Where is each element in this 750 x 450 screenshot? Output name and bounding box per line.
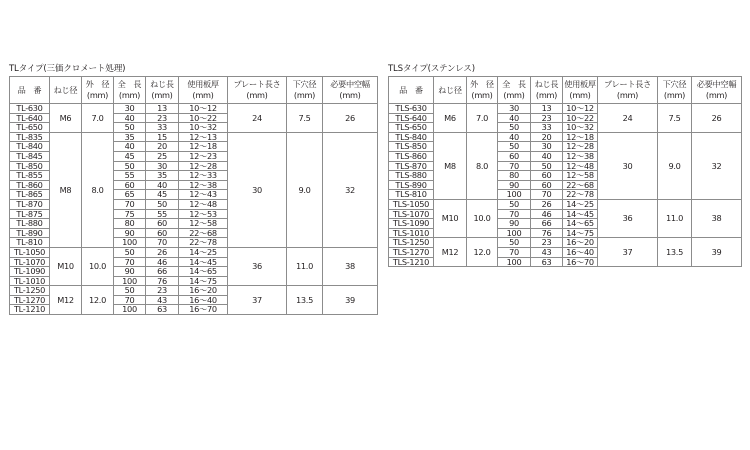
- cell-plate-thickness: 12〜58: [179, 219, 228, 229]
- table-row: [389, 199, 742, 209]
- header-label: 全 長: [117, 79, 142, 89]
- cell-plate-thickness: 12〜28: [563, 142, 598, 152]
- cell-total-length: 75: [114, 209, 146, 219]
- column-header-thread-length: [531, 77, 563, 104]
- header-label: 外 径: [470, 79, 494, 89]
- cell-total-length: 60: [498, 151, 531, 161]
- cell-thread-size: M12: [434, 238, 467, 267]
- cell-total-length: 70: [114, 295, 146, 305]
- cell-plate-thickness: 14〜45: [179, 257, 228, 267]
- cell-part-number: TLS-810: [389, 190, 434, 200]
- cell-thread-length: 55: [146, 209, 179, 219]
- cell-pilot-hole: 13.5: [658, 238, 692, 267]
- cell-part-number: TL-845: [10, 151, 50, 161]
- cell-hollow-width: 39: [323, 286, 378, 315]
- cell-total-length: 70: [498, 161, 531, 171]
- cell-plate-thickness: 10〜32: [563, 123, 598, 133]
- column-header-plate-length: [228, 77, 287, 104]
- cell-part-number: TLS-630: [389, 104, 434, 114]
- cell-pilot-hole: 11.0: [287, 247, 323, 285]
- column-header-part-number: [389, 77, 434, 104]
- cell-part-number: TL-1010: [10, 276, 50, 286]
- cell-plate-length: 36: [598, 199, 658, 237]
- cell-total-length: 40: [114, 113, 146, 123]
- cell-thread-length: 23: [531, 238, 563, 248]
- cell-thread-length: 50: [146, 199, 179, 209]
- cell-plate-thickness: 12〜18: [563, 132, 598, 142]
- tl-table-caption: TLタイプ(三価クロメート処理): [9, 64, 126, 74]
- cell-pilot-hole: 11.0: [658, 199, 692, 237]
- cell-plate-thickness: 12〜38: [563, 151, 598, 161]
- cell-plate-thickness: 10〜22: [179, 113, 228, 123]
- header-label: 品 番: [399, 84, 423, 95]
- cell-part-number: TLS-640: [389, 113, 434, 123]
- cell-thread-length: 63: [146, 305, 179, 315]
- cell-plate-thickness: 14〜65: [179, 267, 228, 277]
- cell-hollow-width: 26: [323, 104, 378, 133]
- cell-hollow-width: 26: [692, 104, 742, 133]
- cell-part-number: TL-865: [10, 190, 50, 200]
- cell-outer-diameter: 12.0: [82, 286, 114, 315]
- cell-outer-diameter: 7.0: [82, 104, 114, 133]
- cell-plate-thickness: 14〜45: [563, 209, 598, 219]
- cell-part-number: TLS-1050: [389, 199, 434, 209]
- cell-plate-thickness: 10〜32: [179, 123, 228, 133]
- cell-plate-thickness: 12〜48: [563, 161, 598, 171]
- cell-part-number: TL-890: [10, 228, 50, 238]
- header-label: ねじ径: [53, 84, 78, 95]
- cell-total-length: 50: [498, 199, 531, 209]
- cell-thread-length: 23: [146, 286, 179, 296]
- cell-total-length: 100: [498, 257, 531, 267]
- header-label: 必要中空幅: [696, 79, 737, 89]
- cell-plate-thickness: 12〜13: [179, 132, 228, 142]
- cell-total-length: 30: [498, 104, 531, 114]
- cell-thread-length: 20: [146, 142, 179, 152]
- cell-thread-length: 33: [146, 123, 179, 133]
- cell-plate-thickness: 12〜58: [563, 171, 598, 181]
- cell-part-number: TL-1210: [10, 305, 50, 315]
- header-unit: (mm): [293, 90, 316, 100]
- cell-thread-length: 70: [531, 190, 563, 200]
- cell-plate-thickness: 12〜43: [179, 190, 228, 200]
- header-unit: (mm): [151, 90, 173, 100]
- cell-part-number: TL-1070: [10, 257, 50, 267]
- header-label: 使用板厚: [564, 79, 596, 89]
- cell-thread-length: 70: [146, 238, 179, 248]
- header-label: ねじ長: [150, 79, 174, 89]
- cell-thread-length: 23: [531, 113, 563, 123]
- cell-total-length: 70: [114, 199, 146, 209]
- cell-part-number: TLS-890: [389, 180, 434, 190]
- header-unit: (mm): [246, 90, 268, 100]
- cell-pilot-hole: 13.5: [287, 286, 323, 315]
- header-label: 品 番: [17, 84, 42, 95]
- cell-outer-diameter: 12.0: [467, 238, 498, 267]
- cell-plate-thickness: 22〜68: [179, 228, 228, 238]
- table-row: [389, 104, 742, 114]
- cell-total-length: 50: [498, 123, 531, 133]
- cell-thread-size: M12: [50, 286, 82, 315]
- cell-thread-length: 26: [146, 247, 179, 257]
- header-unit: (mm): [535, 90, 558, 100]
- cell-part-number: TLS-860: [389, 151, 434, 161]
- cell-part-number: TLS-870: [389, 161, 434, 171]
- cell-total-length: 60: [114, 180, 146, 190]
- tls-table-caption: TLSタイプ(ステンレス): [388, 64, 475, 74]
- cell-part-number: TL-870: [10, 199, 50, 209]
- cell-outer-diameter: 8.0: [467, 132, 498, 199]
- header-label: プレート長さ: [604, 79, 651, 89]
- cell-total-length: 65: [114, 190, 146, 200]
- cell-part-number: TL-650: [10, 123, 50, 133]
- header-unit: (mm): [86, 90, 109, 100]
- column-header-thread-size: [50, 77, 82, 104]
- cell-total-length: 100: [114, 305, 146, 315]
- cell-plate-thickness: 12〜53: [179, 209, 228, 219]
- cell-total-length: 40: [114, 142, 146, 152]
- cell-part-number: TLS-850: [389, 142, 434, 152]
- cell-total-length: 50: [114, 247, 146, 257]
- cell-thread-length: 15: [146, 132, 179, 142]
- cell-plate-thickness: 22〜68: [563, 180, 598, 190]
- tl-spec-table: [9, 76, 378, 315]
- cell-part-number: TLS-1270: [389, 247, 434, 257]
- cell-thread-length: 60: [146, 219, 179, 229]
- column-header-total-length: [114, 77, 146, 104]
- cell-plate-thickness: 12〜33: [179, 171, 228, 181]
- cell-thread-length: 50: [531, 161, 563, 171]
- column-header-part-number: [10, 77, 50, 104]
- cell-total-length: 90: [114, 267, 146, 277]
- cell-thread-length: 35: [146, 171, 179, 181]
- cell-thread-length: 40: [146, 180, 179, 190]
- column-header-pilot-hole: [287, 77, 323, 104]
- cell-plate-thickness: 12〜38: [179, 180, 228, 190]
- cell-total-length: 80: [498, 171, 531, 181]
- cell-hollow-width: 32: [323, 132, 378, 247]
- cell-part-number: TL-810: [10, 238, 50, 248]
- column-header-hollow-width: [692, 77, 742, 104]
- cell-outer-diameter: 8.0: [82, 132, 114, 247]
- cell-total-length: 70: [498, 247, 531, 257]
- cell-thread-size: M10: [434, 199, 467, 237]
- cell-part-number: TL-1090: [10, 267, 50, 277]
- cell-part-number: TL-860: [10, 180, 50, 190]
- header-label: 必要中空幅: [330, 79, 370, 89]
- cell-outer-diameter: 10.0: [467, 199, 498, 237]
- column-header-total-length: [498, 77, 531, 104]
- cell-thread-size: M8: [50, 132, 82, 247]
- cell-thread-length: 26: [531, 199, 563, 209]
- cell-plate-length: 37: [228, 286, 287, 315]
- cell-total-length: 100: [498, 190, 531, 200]
- header-unit: (mm): [118, 90, 141, 100]
- cell-thread-length: 33: [531, 123, 563, 133]
- header-unit: (mm): [503, 90, 525, 100]
- cell-thread-length: 63: [531, 257, 563, 267]
- cell-plate-thickness: 14〜75: [563, 228, 598, 238]
- cell-hollow-width: 32: [692, 132, 742, 199]
- cell-thread-length: 25: [146, 151, 179, 161]
- cell-plate-length: 24: [598, 104, 658, 133]
- table-row: [10, 104, 378, 114]
- cell-thread-length: 13: [146, 104, 179, 114]
- header-label: 全 長: [502, 79, 526, 89]
- cell-thread-length: 66: [146, 267, 179, 277]
- header-unit: (mm): [705, 90, 728, 100]
- cell-plate-thickness: 14〜25: [179, 247, 228, 257]
- cell-pilot-hole: 7.5: [658, 104, 692, 133]
- cell-part-number: TL-880: [10, 219, 50, 229]
- cell-thread-size: M6: [50, 104, 82, 133]
- cell-plate-thickness: 16〜20: [563, 238, 598, 248]
- table-row: [389, 238, 742, 248]
- cell-total-length: 40: [498, 113, 531, 123]
- cell-pilot-hole: 9.0: [658, 132, 692, 199]
- cell-total-length: 90: [498, 180, 531, 190]
- cell-plate-thickness: 12〜48: [179, 199, 228, 209]
- cell-part-number: TLS-1210: [389, 257, 434, 267]
- cell-plate-thickness: 14〜25: [563, 199, 598, 209]
- cell-thread-length: 30: [531, 142, 563, 152]
- header-row: [10, 77, 378, 104]
- cell-part-number: TLS-840: [389, 132, 434, 142]
- cell-total-length: 90: [114, 228, 146, 238]
- cell-outer-diameter: 7.0: [467, 104, 498, 133]
- cell-total-length: 50: [114, 161, 146, 171]
- cell-thread-length: 45: [146, 190, 179, 200]
- cell-part-number: TL-1270: [10, 295, 50, 305]
- cell-part-number: TL-875: [10, 209, 50, 219]
- header-unit: (mm): [339, 90, 361, 100]
- cell-part-number: TLS-1070: [389, 209, 434, 219]
- cell-plate-thickness: 22〜78: [563, 190, 598, 200]
- cell-total-length: 70: [114, 257, 146, 267]
- cell-plate-thickness: 22〜78: [179, 238, 228, 248]
- header-label: 下穴径: [292, 79, 317, 89]
- cell-plate-thickness: 16〜70: [563, 257, 598, 267]
- cell-part-number: TL-850: [10, 161, 50, 171]
- cell-total-length: 50: [114, 123, 146, 133]
- cell-total-length: 70: [498, 209, 531, 219]
- cell-pilot-hole: 9.0: [287, 132, 323, 247]
- cell-part-number: TL-855: [10, 171, 50, 181]
- cell-total-length: 80: [114, 219, 146, 229]
- header-label: 下穴径: [662, 79, 687, 89]
- cell-plate-length: 30: [228, 132, 287, 247]
- cell-total-length: 50: [114, 286, 146, 296]
- column-header-plate-thickness: [563, 77, 598, 104]
- cell-plate-thickness: 16〜40: [563, 247, 598, 257]
- cell-total-length: 35: [114, 132, 146, 142]
- cell-plate-thickness: 12〜23: [179, 151, 228, 161]
- cell-plate-thickness: 10〜12: [563, 104, 598, 114]
- cell-thread-length: 30: [146, 161, 179, 171]
- column-header-thread-size: [434, 77, 467, 104]
- cell-thread-length: 46: [531, 209, 563, 219]
- cell-plate-length: 37: [598, 238, 658, 267]
- column-header-pilot-hole: [658, 77, 692, 104]
- cell-plate-length: 36: [228, 247, 287, 285]
- cell-hollow-width: 38: [692, 199, 742, 237]
- cell-total-length: 100: [114, 276, 146, 286]
- table-row: [10, 247, 378, 257]
- cell-plate-thickness: 16〜20: [179, 286, 228, 296]
- cell-total-length: 50: [498, 142, 531, 152]
- column-header-plate-length: [598, 77, 658, 104]
- cell-thread-length: 76: [146, 276, 179, 286]
- table-row: [10, 286, 378, 296]
- cell-total-length: 100: [498, 228, 531, 238]
- cell-total-length: 45: [114, 151, 146, 161]
- cell-pilot-hole: 7.5: [287, 104, 323, 133]
- cell-plate-thickness: 12〜18: [179, 142, 228, 152]
- cell-total-length: 90: [498, 219, 531, 229]
- cell-thread-length: 43: [531, 247, 563, 257]
- cell-thread-length: 46: [146, 257, 179, 267]
- cell-plate-thickness: 16〜40: [179, 295, 228, 305]
- column-header-thread-length: [146, 77, 179, 104]
- cell-thread-length: 66: [531, 219, 563, 229]
- cell-part-number: TL-1250: [10, 286, 50, 296]
- cell-thread-size: M6: [434, 104, 467, 133]
- header-label: プレート長さ: [233, 79, 281, 89]
- cell-part-number: TL-1050: [10, 247, 50, 257]
- cell-part-number: TLS-1250: [389, 238, 434, 248]
- cell-plate-thickness: 10〜22: [563, 113, 598, 123]
- header-label: ねじ径: [438, 84, 462, 95]
- cell-total-length: 40: [498, 132, 531, 142]
- cell-part-number: TL-840: [10, 142, 50, 152]
- cell-hollow-width: 38: [323, 247, 378, 285]
- cell-plate-thickness: 16〜70: [179, 305, 228, 315]
- column-header-plate-thickness: [179, 77, 228, 104]
- header-label: 使用板厚: [187, 79, 219, 89]
- cell-part-number: TLS-1010: [389, 228, 434, 238]
- table-row: [10, 132, 378, 142]
- cell-thread-length: 40: [531, 151, 563, 161]
- cell-part-number: TL-630: [10, 104, 50, 114]
- header-unit: (mm): [616, 90, 639, 100]
- cell-thread-length: 76: [531, 228, 563, 238]
- header-unit: (mm): [663, 90, 686, 100]
- header-row: [389, 77, 742, 104]
- cell-thread-length: 13: [531, 104, 563, 114]
- column-header-hollow-width: [323, 77, 378, 104]
- cell-thread-length: 20: [531, 132, 563, 142]
- cell-thread-length: 60: [146, 228, 179, 238]
- cell-outer-diameter: 10.0: [82, 247, 114, 285]
- cell-plate-thickness: 14〜65: [563, 219, 598, 229]
- cell-total-length: 50: [498, 238, 531, 248]
- cell-plate-length: 30: [598, 132, 658, 199]
- cell-part-number: TLS-880: [389, 171, 434, 181]
- header-label: 外 径: [85, 79, 110, 89]
- column-header-outer-diameter: [467, 77, 498, 104]
- cell-part-number: TL-835: [10, 132, 50, 142]
- cell-thread-length: 60: [531, 171, 563, 181]
- cell-thread-length: 60: [531, 180, 563, 190]
- header-unit: (mm): [192, 90, 214, 100]
- cell-part-number: TL-640: [10, 113, 50, 123]
- cell-plate-length: 24: [228, 104, 287, 133]
- cell-part-number: TLS-650: [389, 123, 434, 133]
- cell-thread-size: M10: [50, 247, 82, 285]
- cell-thread-length: 43: [146, 295, 179, 305]
- cell-total-length: 30: [114, 104, 146, 114]
- cell-plate-thickness: 10〜12: [179, 104, 228, 114]
- tls-spec-table: [388, 76, 742, 267]
- header-unit: (mm): [569, 90, 591, 100]
- header-label: ねじ長: [534, 79, 559, 89]
- table-row: [389, 132, 742, 142]
- cell-thread-length: 23: [146, 113, 179, 123]
- cell-thread-size: M8: [434, 132, 467, 199]
- header-unit: (mm): [471, 90, 493, 100]
- cell-hollow-width: 39: [692, 238, 742, 267]
- cell-plate-thickness: 12〜28: [179, 161, 228, 171]
- column-header-outer-diameter: [82, 77, 114, 104]
- cell-plate-thickness: 14〜75: [179, 276, 228, 286]
- cell-total-length: 55: [114, 171, 146, 181]
- cell-part-number: TLS-1090: [389, 219, 434, 229]
- cell-total-length: 100: [114, 238, 146, 248]
